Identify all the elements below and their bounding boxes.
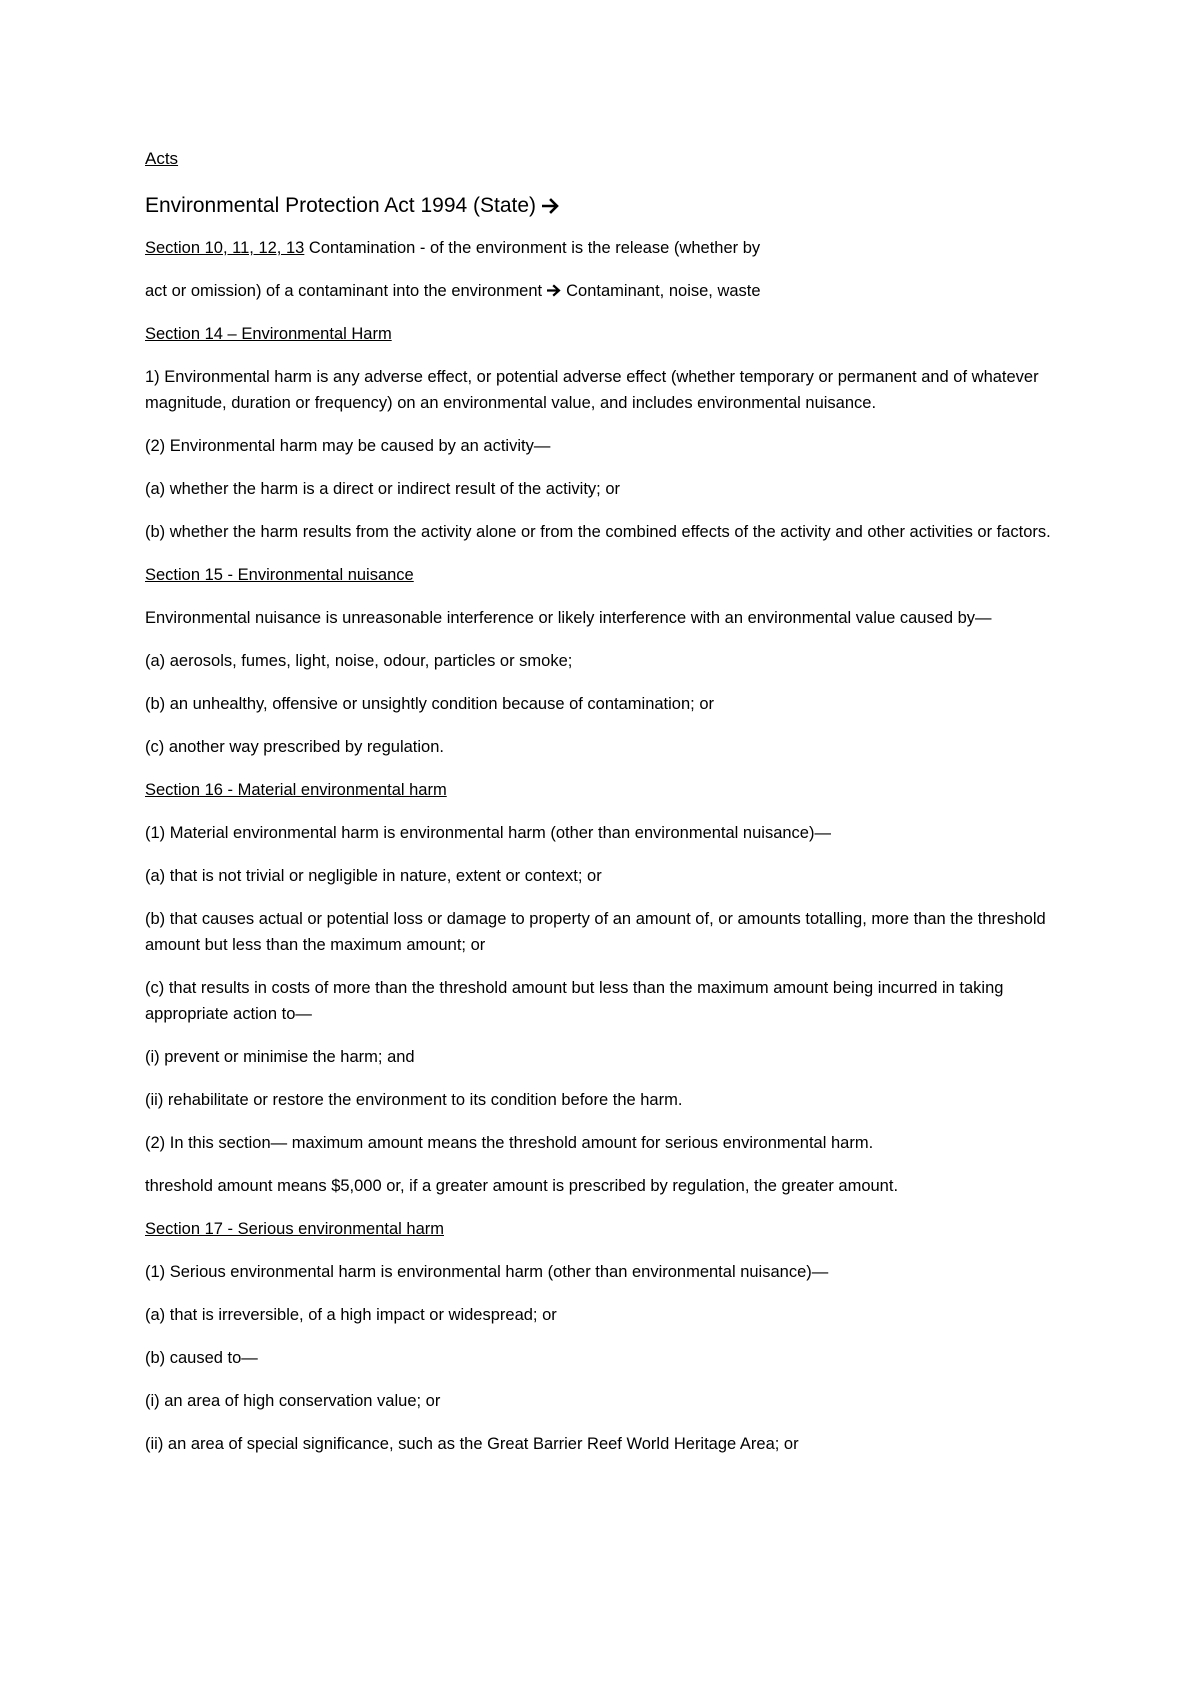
s16-heading: Section 16 - Material environmental harm (145, 781, 447, 799)
act-title (145, 192, 1070, 220)
s16-paragraph-8: threshold amount means $5,000 or, if a greater amount is prescribed by regulation, the greater amount. (145, 1177, 899, 1195)
s17-heading: Section 17 - Serious environmental harm (145, 1220, 444, 1238)
s15-paragraph-3: (b) an unhealthy, offensive or unsightly condition because of contamination; or (145, 695, 714, 713)
s16-paragraph-1: (1) Material environmental harm is environmental harm (other than environmental nuisance)— (145, 824, 831, 842)
s17-paragraph-3: (b) caused to— (145, 1349, 258, 1367)
s16-paragraph-5: (i) prevent or minimise the harm; and (145, 1048, 415, 1066)
s14-paragraph-3: (a) whether the harm is a direct or indirect result of the activity; or (145, 480, 621, 498)
s16-paragraph-2: (a) that is not trivial or negligible in nature, extent or context; or (145, 867, 602, 885)
acts-heading: Acts (145, 149, 179, 168)
s17-paragraph-4: (i) an area of high conservation value; or (145, 1392, 441, 1410)
s14-paragraph-2: (2) Environmental harm may be caused by an activity— (145, 437, 551, 455)
s15-paragraph-2: (a) aerosols, fumes, light, noise, odour, particles or smoke; (145, 652, 573, 670)
s17-paragraph-1: (1) Serious environmental harm is environmental harm (other than environmental nuisance)— (145, 1263, 829, 1281)
document-body (145, 148, 1070, 1474)
s10-line-1 (145, 235, 1070, 261)
s10-line-2 (145, 278, 1070, 304)
s10-text-a: Contamination - of the environment is the release (whether by (308, 239, 761, 257)
s17-paragraph-2: (a) that is irreversible, of a high impact or widespread; or (145, 1306, 557, 1324)
s16-paragraph-7: (2) In this section— maximum amount means the threshold amount for serious environmental harm. (145, 1134, 874, 1152)
s15-paragraph-4: (c) another way prescribed by regulation. (145, 738, 444, 756)
s17-paragraph-5: (ii) an area of special significance, such as the Great Barrier Reef World Heritage Area; or (145, 1435, 799, 1453)
right-arrow-icon (542, 198, 560, 214)
s16-paragraph-6: (ii) rehabilitate or restore the environment to its condition before the harm. (145, 1091, 683, 1109)
s14-paragraph-4: (b) whether the harm results from the activity alone or from the combined effects of the activity and other activities or factors. (145, 523, 1051, 541)
s14-paragraph-1: 1) Environmental harm is any adverse effect, or potential adverse effect (whether temporary or permanent and of whatever magnitude, duration or frequency) on an environmental value, and includes environmental nuisance. (145, 368, 1039, 412)
act-title-text: Environmental Protection Act 1994 (State) (145, 194, 537, 217)
s10-text-b: act or omission) of a contaminant into the environment (145, 282, 543, 300)
s16-paragraph-3: (b) that causes actual or potential loss or damage to property of an amount of, or amounts totalling, more than the threshold amount but less than the maximum amount; or (145, 910, 1046, 954)
s16-paragraph-4: (c) that results in costs of more than the threshold amount but less than the maximum amount being incurred in taking appropriate action to— (145, 979, 1004, 1023)
s15-heading: Section 15 - Environmental nuisance (145, 566, 414, 584)
s15-paragraph-1: Environmental nuisance is unreasonable interference or likely interference with an environmental value caused by— (145, 609, 992, 627)
right-arrow-icon (547, 284, 561, 297)
s10-label: Section 10, 11, 12, 13 (145, 239, 305, 257)
s10-text-c: Contaminant, noise, waste (566, 282, 761, 300)
s14-heading: Section 14 – Environmental Harm (145, 325, 392, 343)
